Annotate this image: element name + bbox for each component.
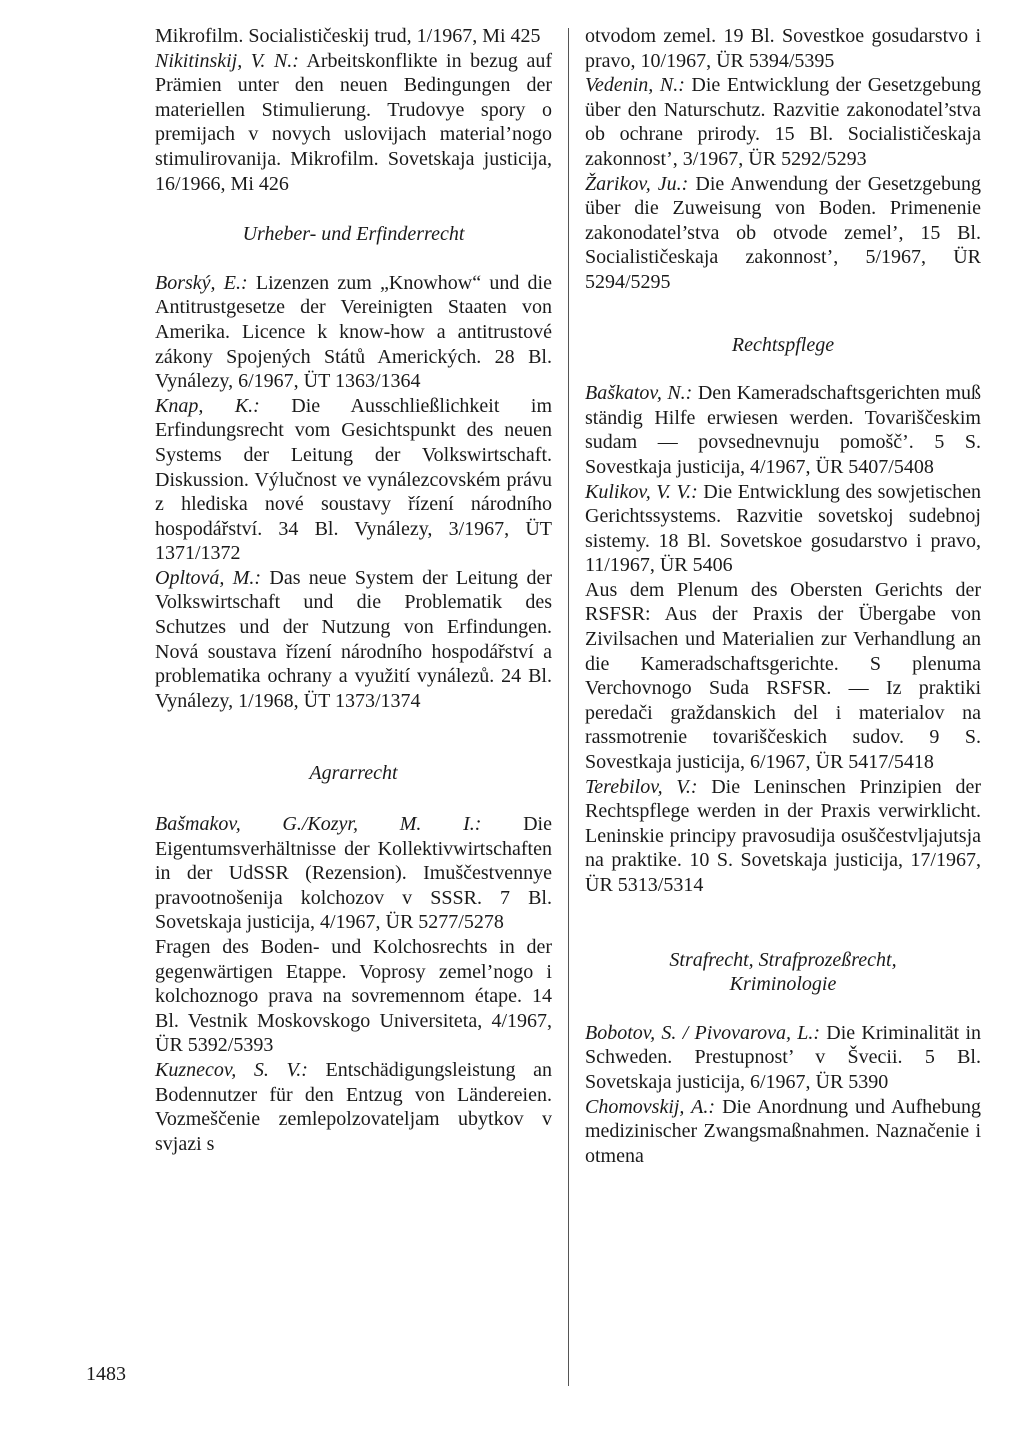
entry-kulikov <box>585 480 981 578</box>
right-column <box>585 24 981 1168</box>
entry-author: Baškatov, N.: <box>585 382 693 405</box>
entry-author: Terebilov, V.: <box>585 775 698 798</box>
entry-author: Kuznecov, S. V.: <box>155 1058 308 1081</box>
entry-text: Die Entwicklung der Gesetzgebung über den Naturschutz. Razvitie zakonodatel’stva ob ochrane prirody. 15 Bl. Socialističeskaja zakonnost’, 3/1967, ÜR 5292/5293 <box>585 74 981 170</box>
entry-terebilov <box>585 775 981 898</box>
heading-line: Strafrecht, Strafprozeßrecht, <box>669 948 897 971</box>
entry-text: Die Ausschließlichkeit im Erfindungsrecht vom Gesichtspunkt des neuen Systems der Leitung der Volkswirtschaft. Diskussion. Výlučnost ve vynálezcovském právu z hlediska nové soustavy řízení národního hospodářství. 34 Bl. Vynálezy, 3/1967, ÜT 1371/1372 <box>155 394 553 565</box>
entry-zarikov <box>585 172 981 295</box>
entry-author: Žarikov, Ju.: <box>585 172 689 195</box>
heading-line: Kriminologie <box>729 973 837 996</box>
entry-nikitinskij <box>155 49 552 197</box>
entry-text: Den Kameradschaftsgerichten muß ständig Hilfe erwiesen werden. Tovariščeskim sudam — povsednevnuju pomošč’. 5 S. Sovestkaja justicija, 4/1967, ÜR 5407/5408 <box>585 382 981 478</box>
entry-text: Die Entwicklung des sowjetischen Gerichtssystems. Razvitie sovetskoj sudebnoj sistemy. 18 Bl. Sovetskoe gosudarstvo i pravo, 11/1967, ÜR 5406 <box>585 480 981 577</box>
entry-author: Borský, E.: <box>155 271 248 294</box>
entry-author: Nikitinskij, V. N.: <box>155 49 299 72</box>
entry-text: Arbeitskonflikte in bezug auf Prämien unter den neuen Bedingungen der materiellen Stimulierung. Trudovye spory o premijach v novych uslovijach material’nogo stimulirovanija. Mikrofilm. Sovetskaja justicija, 16/1966, Mi 426 <box>155 49 553 195</box>
entry-author: Bašmakov, G./Kozyr, M. I.: <box>155 813 482 836</box>
entry-text: Die Anordnung und Aufhebung medizinischer Zwangsmaßnahmen. Naznačenie i otmena <box>585 1095 981 1167</box>
entry-vedenin <box>585 73 981 171</box>
section-heading-rechtspflege: Rechtspflege <box>731 333 835 356</box>
entry-author: Bobotov, S. / Pivovarova, L.: <box>585 1021 821 1044</box>
continued-entry: otvodom zemel. 19 Bl. Sovestkoe gosudarstvo i pravo, 10/1967, ÜR 5394/5395 <box>585 25 981 72</box>
page-number: 1483 <box>86 1363 126 1385</box>
entry-author: Opltová, M.: <box>155 566 262 589</box>
section-heading-agrarrecht: Agrarrecht <box>309 762 398 785</box>
section-heading-strafrecht <box>585 948 981 997</box>
entry-author: Vedenin, N.: <box>585 74 685 97</box>
entry-knap <box>155 394 552 566</box>
entry-fragen: Fragen des Boden- und Kolchosrechts in der gegenwärtigen Etappe. Voprosy zemel’nogo i kolchoznogo prava na sovremennom étape. 14 Bl. Vestnik Moskovskogo Universiteta, 4/1967, ÜR 5392/5393 <box>155 936 552 1057</box>
entry-bobotov <box>585 1021 981 1095</box>
entry-text: Die Kriminalität in Schweden. Prestupnost’ v Švecii. 5 Bl. Sovetskaja justicija, 6/1967, ÜR 5390 <box>585 1021 981 1093</box>
entry-text: Die Leninschen Prinzipien der Rechtspflege werden in der Praxis verwirklicht. Leninskie principy pravosudija osuščestvljajutsja na praktike. 10 S. Sovetskaja justicija, 17/1967, ÜR 5313/5314 <box>585 775 981 896</box>
entry-text: Lizenzen zum „Knowhow“ und die Antitrustgesetze der Vereinigten Staaten von Amerika. Licence k know-how a antitrustové zákony Spojených Států Amerických. 28 Bl. Vynálezy, 6/1967, ÜT 1363/1364 <box>155 271 552 393</box>
entry-author: Knap, K.: <box>155 394 260 417</box>
column-divider <box>568 28 569 1386</box>
left-column <box>155 24 552 1156</box>
continued-entry: Mikrofilm. Socialističeskij trud, 1/1967, Mi 425 <box>155 25 541 47</box>
entry-kuznecov <box>155 1058 552 1156</box>
entry-author: Chomovskij, A.: <box>585 1095 716 1118</box>
entry-opltova <box>155 566 552 714</box>
entry-text: Die Anwendung der Gesetzgebung über die Zuweisung von Boden. Primenenie zakonodatel’stva ob otvode zemel’, 15 Bl. Socialističeskaja zakonnost’, 5/1967, ÜR 5294/5295 <box>585 172 981 293</box>
entry-plenum: Aus dem Plenum des Obersten Gerichts der RSFSR: Aus der Praxis der Übergabe von Zivilsachen und Materialien zur Verhandlung an die Kameradschaftsgerichte. S plenuma Verchovnogo Suda RSFSR. — Iz praktiki peredači graždanskich del i materialov na rassmotrenie tovariščeskich sudov. 9 S. Sovestkaja justicija, 6/1967, ÜR 5417/5418 <box>585 578 981 774</box>
entry-text: Die Eigentumsverhältnisse der Kollektivwirtschaften in der UdSSR (Rezension). Imuščestvennye pravootnošenija kolchozov v SSSR. 7 Bl. Sovetskaja justicija, 4/1967, ÜR 5277/5278 <box>155 813 552 934</box>
entry-borsky <box>155 271 552 394</box>
entry-basmakov <box>155 812 552 935</box>
entry-chomovskij <box>585 1095 981 1169</box>
entry-author: Kulikov, V. V.: <box>585 480 698 503</box>
entry-text: Das neue System der Leitung der Volkswirtschaft und die Problematik des Schutzes und der Nutzung von Erfindungen. Nová soustava řízení národního hospodářství a problematika ochrany a využití vynálezů. 24 Bl. Vynálezy, 1/1968, ÜT 1373/1374 <box>155 566 552 712</box>
entry-text: Entschädigungsleistung an Bodennutzer für den Entzug von Ländereien. Vozmeščenie zemlepolzovateljam ubytkov v svjazi s <box>155 1058 552 1155</box>
entry-baskatov <box>585 381 981 479</box>
section-heading-urheber: Urheber- und Erfinderrecht <box>242 223 465 246</box>
